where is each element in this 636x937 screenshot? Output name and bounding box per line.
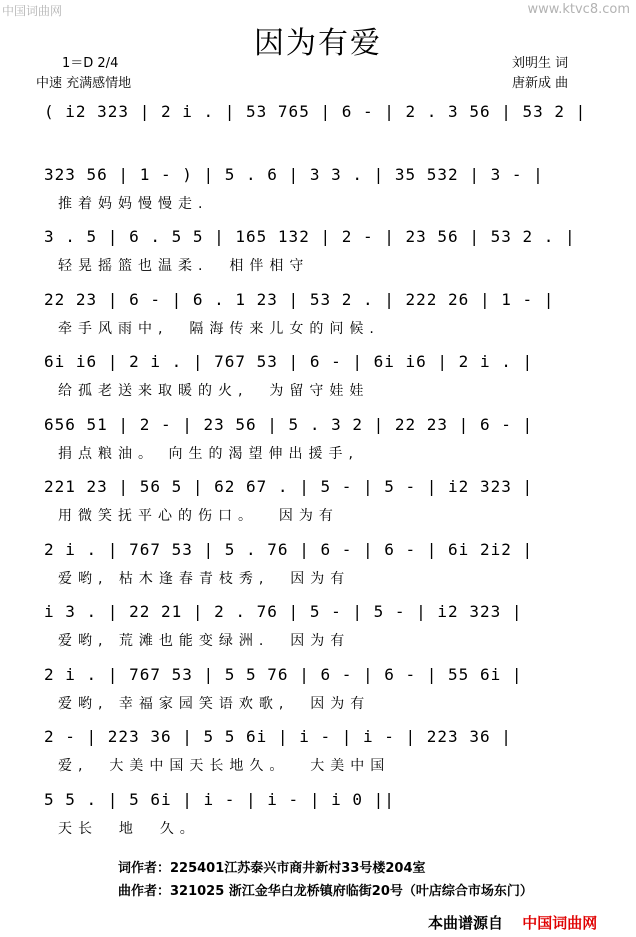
notation-row: 22 23 | 6 - | 6 . 1 23 | 53 2 . | 222 26 | 1 - | — [44, 289, 555, 309]
source-site: 中国词曲网 — [522, 914, 598, 932]
lyric-row: 捐点粮油。 向生的渴望伸出援手, — [58, 445, 359, 462]
tempo-mood: 中速 充满感情地 — [36, 76, 132, 91]
notation-row: 2 i . | 767 53 | 5 5 76 | 6 - | 6 - | 55 6i | — [44, 664, 523, 684]
lyric-row: 牵手风雨中, 隔海传来儿女的问候. — [58, 320, 380, 337]
lyricist-address: 词作者：225401江苏泰兴市商井新村33号楼204室 — [118, 861, 426, 876]
composer-address: 曲作者：321025 浙江金华白龙桥镇府临街20号（叶店综合市场东门） — [118, 884, 533, 899]
lyric-row: 用微笑抚平心的伤口。 因为有 — [58, 508, 339, 524]
lyricist: 刘明生 词 — [512, 56, 569, 71]
notation-row: 6i i6 | 2 i . | 767 53 | 6 - | 6i i6 | 2 i . | — [44, 352, 534, 371]
lyric-row: 爱哟, 幸福家园笑语欢歌, 因为有 — [58, 695, 371, 712]
watermark-left: 中国词曲网 — [2, 4, 63, 18]
notation-row: 221 23 | 56 5 | 62 67 . | 5 - | 5 - | i2 323 | — [44, 477, 534, 496]
source-attribution — [428, 912, 597, 933]
notation-row: 656 51 | 2 - | 23 56 | 5 . 3 2 | 22 23 | 6 - | — [44, 414, 534, 434]
notation-row: 5 5 . | 5 6i | i - | i - | i 0 || — [44, 789, 395, 809]
notation-row: 2 i . | 767 53 | 5 . 76 | 6 - | 6 - | 6i 2i2 | — [44, 539, 534, 559]
notation-row: 3 . 5 | 6 . 5 5 | 165 132 | 2 - | 23 56 | 53 2 . | — [44, 227, 576, 246]
source-label: 本曲谱源自 — [428, 914, 504, 932]
lyric-row: 爱哟, 荒滩也能变绿洲. 因为有 — [58, 633, 351, 649]
key-time-signature: 1＝D 2/4 — [62, 56, 119, 71]
lyric-row: 轻晃摇篮也温柔. 相伴相守 — [58, 258, 310, 274]
notation-row: 2 - | 223 36 | 5 5 6i | i - | i - | 223 36 | — [44, 727, 512, 746]
lyric-row: 爱, 大美中国天长地久。 大美中国 — [58, 758, 391, 774]
lyric-row: 给孤老送来取暖的火, 为留守娃娃 — [58, 383, 370, 399]
notation-row: ( i2 323 | 2 i . | 53 765 | 6 - | 2 . 3 56 | 53 2 | — [44, 102, 587, 121]
lyric-row: 天长 地 久。 — [58, 820, 200, 837]
composer: 唐新成 曲 — [512, 76, 569, 91]
watermark-right: www.ktvc8.com — [527, 2, 630, 17]
song-title: 因为有爱 — [254, 26, 382, 61]
lyric-row: 爱哟, 枯木逢春青枝秀, 因为有 — [58, 570, 351, 587]
lyric-row: 推着妈妈慢慢走. — [58, 195, 209, 212]
notation-row: 323 56 | 1 - ) | 5 . 6 | 3 3 . | 35 532 | 3 - | — [44, 164, 544, 184]
notation-row: i 3 . | 22 21 | 2 . 76 | 5 - | 5 - | i2 323 | — [44, 602, 523, 621]
